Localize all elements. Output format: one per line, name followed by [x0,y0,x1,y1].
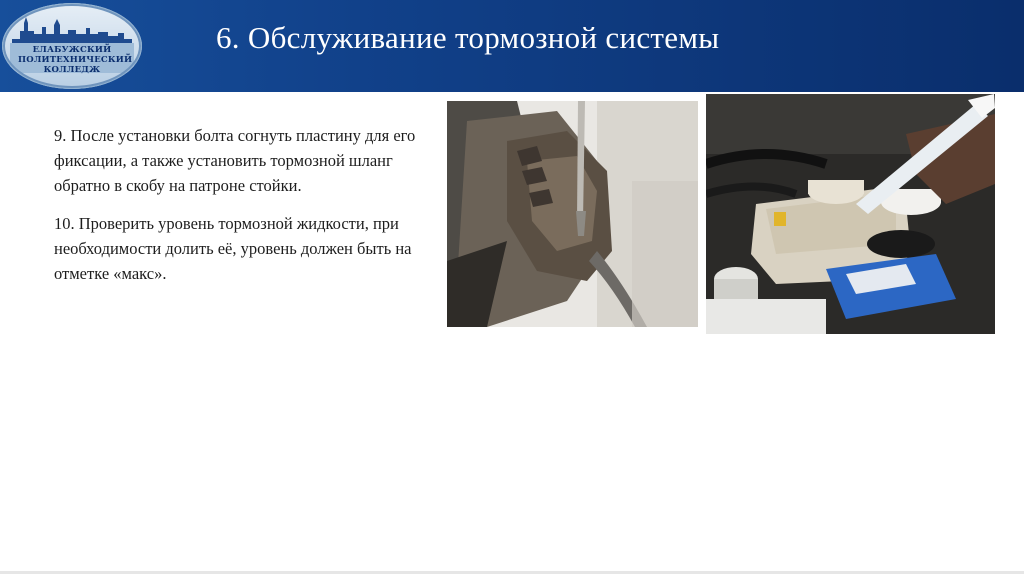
step-9-paragraph: 9. После установки болта согнуть пластину для его фиксации, а также установить тормозной шланг обратно в скобу на патроне стойки. [54,126,416,195]
header-bar [0,0,1024,92]
step-10-paragraph: 10. Проверить уровень тормозной жидкости, при необходимости долить её, уровень должен быть на отметке «макс». [54,214,412,283]
brake-fluid-reservoir-photo [706,94,995,334]
logo-text-line-1: ЕЛАБУЖСКИЙ [32,45,112,55]
brake-caliper-photo [447,101,698,327]
college-logo [2,3,142,89]
logo-text-line-3: КОЛЛЕДЖ [43,65,101,75]
slide-title: 6. Обслуживание тормозной системы [216,20,720,55]
logo-text-line-2: ПОЛИТЕХНИЧЕСКИЙ [18,55,133,65]
instructions-text [54,123,424,299]
